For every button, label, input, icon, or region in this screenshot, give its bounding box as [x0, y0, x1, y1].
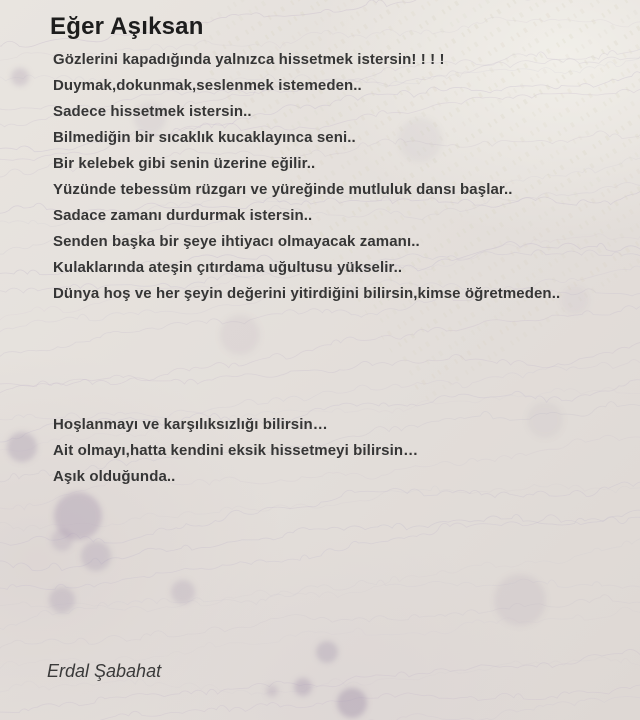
poem-line: Ait olmayı,hatta kendini eksik hissetmeyi bilirsin… — [53, 442, 419, 459]
poem-line: Hoşlanmayı ve karşılıksızlığı bilirsin… — [53, 416, 328, 433]
poem-stanza-1 — [50, 47, 620, 307]
poem-line: Bir kelebek gibi senin üzerine eğilir.. — [53, 155, 316, 172]
author-name: Erdal Şabahat — [47, 661, 162, 681]
poem-line: Sadace zamanı durdurmak istersin.. — [53, 207, 313, 224]
poem-line: Kulaklarında ateşin çıtırdama uğultusu yükselir.. — [53, 259, 403, 276]
poem-line: Senden başka bir şeye ihtiyacı olmayacak zamanı.. — [53, 233, 420, 250]
poem-line: Gözlerini kapadığında yalnızca hissetmek istersin! ! ! ! — [53, 51, 445, 68]
poem-line: Bilmediğin bir sıcaklık kucaklayınca seni.. — [53, 129, 356, 146]
poem-line: Aşık olduğunda.. — [53, 468, 176, 485]
poem-line: Duymak,dokunmak,seslenmek istemeden.. — [53, 77, 362, 94]
poem-line: Dünya hoş ve her şeyin değerini yitirdiğini bilirsin,kimse öğretmeden.. — [53, 285, 561, 302]
poem-stanza-2 — [50, 412, 620, 490]
poem-title: Eğer Aşıksan — [50, 13, 204, 40]
poem-line: Sadece hissetmek istersin.. — [53, 103, 252, 120]
poem-line: Yüzünde tebessüm rüzgarı ve yüreğinde mutluluk dansı başlar.. — [53, 181, 513, 198]
